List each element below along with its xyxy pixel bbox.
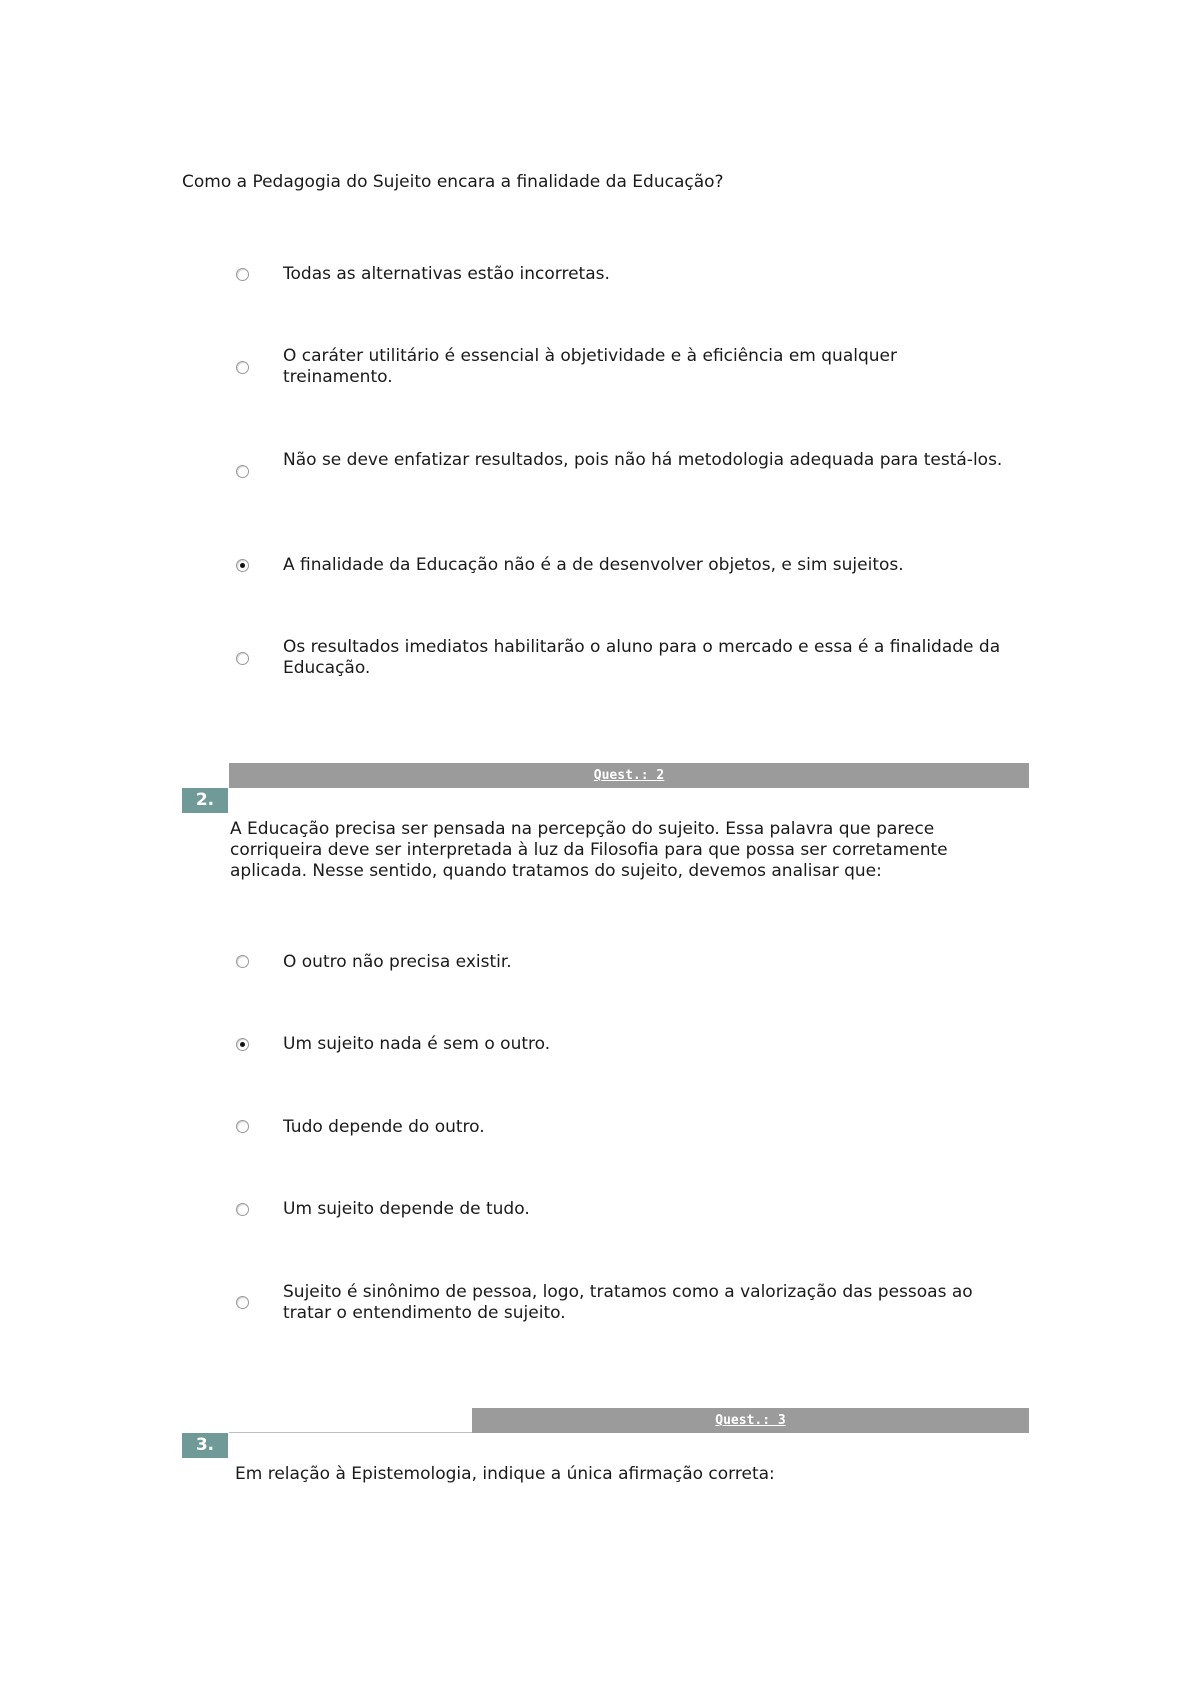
q2-option-1-radio[interactable] <box>236 955 249 968</box>
q2-option-2-radio[interactable] <box>236 1038 249 1051</box>
q1-option-2-radio[interactable] <box>236 361 249 374</box>
q1-option-2-label[interactable]: O caráter utilitário é essencial à objetividade e à eficiência em qualquer treinamento. <box>283 346 897 387</box>
quest-3-link[interactable]: Quest.: 3 <box>715 1413 786 1428</box>
quest-2-link[interactable]: Quest.: 2 <box>593 768 665 783</box>
q2-option-5-radio[interactable] <box>236 1296 249 1309</box>
q2-option-5-label[interactable]: Sujeito é sinônimo de pessoa, logo, tratamos como a valorização das pessoas ao tratar o entendimento de sujeito. <box>283 1282 973 1323</box>
q2-option-4-radio[interactable] <box>236 1203 249 1216</box>
q2-option-1-label[interactable]: O outro não precisa existir. <box>283 952 512 972</box>
q1-option-4-radio[interactable] <box>236 559 249 572</box>
question-2-header-bar <box>229 763 1029 788</box>
question-3-prompt: Em relação à Epistemologia, indique a única afirmação correta: <box>235 1464 775 1484</box>
q1-option-3-radio[interactable] <box>236 465 249 478</box>
q1-option-3-label[interactable]: Não se deve enfatizar resultados, pois não há metodologia adequada para testá-los. <box>283 450 1003 470</box>
q2-option-2-label[interactable]: Um sujeito nada é sem o outro. <box>283 1034 551 1054</box>
question-2-prompt: A Educação precisa ser pensada na percepção do sujeito. Essa palavra que parece corriqueira deve ser interpretada à luz da Filosofia para que possa ser corretamente aplicada. Nesse sentido, quando tratamos do sujeito, devemos analisar que: <box>230 819 948 881</box>
q2-option-3-label[interactable]: Tudo depende do outro. <box>283 1117 485 1137</box>
question-3-divider <box>229 1432 472 1433</box>
q1-option-1-radio[interactable] <box>236 268 249 281</box>
q2-option-4-label[interactable]: Um sujeito depende de tudo. <box>283 1199 530 1219</box>
q1-option-1-label[interactable]: Todas as alternativas estão incorretas. <box>283 264 610 284</box>
question-1-prompt: Como a Pedagogia do Sujeito encara a finalidade da Educação? <box>182 172 724 192</box>
q1-option-4-label[interactable]: A finalidade da Educação não é a de desenvolver objetos, e sim sujeitos. <box>283 555 904 575</box>
question-3-header-bar <box>472 1408 1029 1433</box>
question-2-number: 2. <box>182 788 228 813</box>
q2-option-3-radio[interactable] <box>236 1120 249 1133</box>
q1-option-5-radio[interactable] <box>236 652 249 665</box>
question-3-number: 3. <box>182 1433 228 1458</box>
q1-option-5-label[interactable]: Os resultados imediatos habilitarão o aluno para o mercado e essa é a finalidade da Educação. <box>283 637 1001 678</box>
